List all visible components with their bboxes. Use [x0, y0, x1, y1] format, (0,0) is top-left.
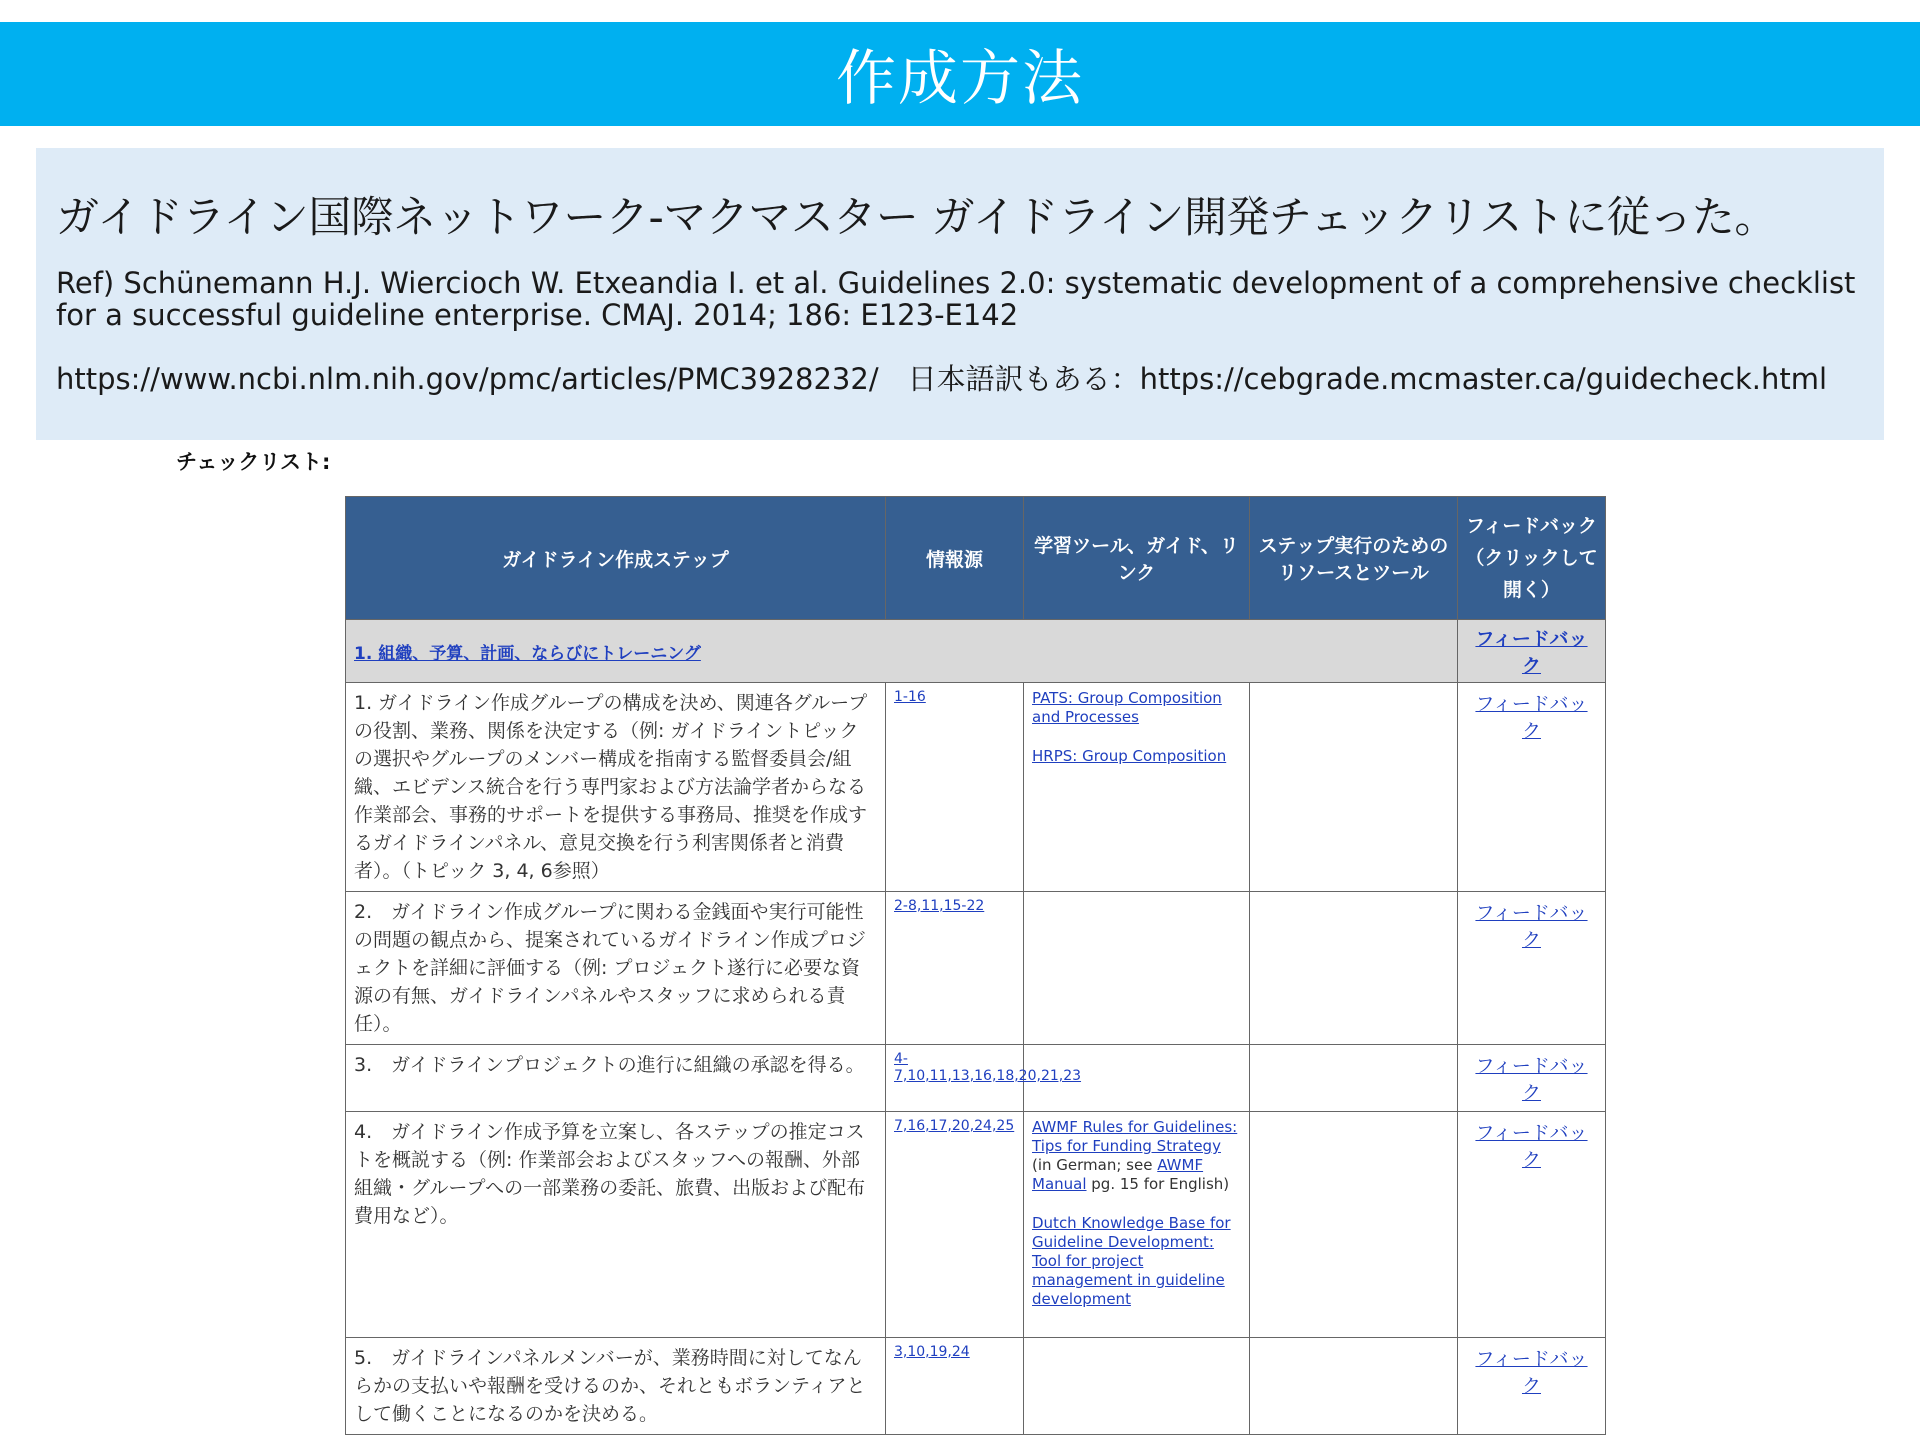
step-text: 1. ガイドライン作成グループの構成を決め、関連各グループの役割、業務、関係を決定する（例: ガイドライントピックの選択やグループのメンバー構成を指南する監督委員会/組織、エビデンス統合を行う専門家および方法論学者からなる作業部会、事務的サポートを提供する事務局、推奨を作成するガイドラインパネル、意見交換を行う利害関係者と消費者）。（トピック 3, 4, 6参照） [346, 683, 886, 892]
sources-cell [886, 892, 1024, 1045]
reference-box [36, 148, 1884, 440]
header-tools: 学習ツール、ガイド、リンク [1024, 497, 1250, 620]
sources-link[interactable]: 1-16 [894, 689, 926, 705]
sources-link[interactable]: 2-8,11,15-22 [894, 898, 985, 914]
feedback-cell [1458, 1112, 1606, 1338]
checklist-table [345, 496, 1606, 1435]
tools-cell [1024, 1338, 1250, 1435]
sources-link[interactable]: 7,16,17,20,24,25 [894, 1118, 1015, 1134]
slide-title: 作成方法 [836, 44, 1084, 114]
step-text: 2. ガイドライン作成グループに関わる金銭面や実行可能性の問題の観点から、提案されているガイドライン作成プロジェクトを詳細に評価する（例: プロジェクト遂行に必要な資源の有無、ガイドラインパネルやスタッフに求められる責任）。 [346, 892, 886, 1045]
tool-note: (in German; see [1032, 1156, 1158, 1174]
section-title-link[interactable]: 1. 組織、予算、計画、ならびにトレーニング [354, 643, 701, 664]
feedback-cell [1458, 892, 1606, 1045]
section-feedback-cell [1458, 620, 1606, 683]
tools-cell [1024, 892, 1250, 1045]
tool-link[interactable]: Dutch Knowledge Base for Guideline Development: Tool for project management in guideline development [1032, 1214, 1231, 1308]
table-row [346, 1112, 1606, 1338]
tools-cell [1024, 683, 1250, 892]
section-feedback-link[interactable]: フィードバック [1475, 628, 1588, 677]
table-row [346, 892, 1606, 1045]
feedback-link[interactable]: フィードバック [1475, 1055, 1588, 1104]
sources-link[interactable]: 4-7,10,11,13,16,18,20,21,23 [894, 1051, 1082, 1084]
table-row [346, 1045, 1606, 1112]
step-text: 5. ガイドラインパネルメンバーが、業務時間に対してなんらかの支払いや報酬を受けるのか、それともボランティアとして働くことになるのかを決める。 [346, 1338, 886, 1435]
resources-cell [1250, 892, 1458, 1045]
resources-cell [1250, 683, 1458, 892]
feedback-link[interactable]: フィードバック [1475, 1348, 1588, 1397]
header-sources: 情報源 [886, 497, 1024, 620]
header-feedback-line2: （クリックして開く） [1465, 547, 1598, 601]
resources-cell [1250, 1112, 1458, 1338]
step-text: 4. ガイドライン作成予算を立案し、各ステップの推定コストを概説する（例: 作業部会およびスタッフへの報酬、外部組織・グループへの一部業務の委託、旅費、出版および配布費用など）。 [346, 1112, 886, 1338]
section-row [346, 620, 1606, 683]
tool-link[interactable]: HRPS: Group Composition [1032, 747, 1227, 765]
tool-link[interactable]: AWMF Rules for Guidelines: Tips for Funding Strategy [1032, 1118, 1238, 1155]
sources-cell [886, 1045, 1082, 1112]
tool-link[interactable]: PATS: Group Composition and Processes [1032, 689, 1222, 726]
feedback-cell [1458, 683, 1606, 892]
header-resources: ステップ実行のためのリソースとツール [1250, 497, 1458, 620]
sources-cell [886, 683, 1024, 892]
tool-link[interactable]: AWMF Manual [1032, 1156, 1204, 1193]
tools-cell [1024, 1112, 1250, 1338]
table-header-row [346, 497, 1606, 620]
feedback-link[interactable]: フィードバック [1475, 902, 1588, 951]
feedback-link[interactable]: フィードバック [1475, 1122, 1588, 1171]
tool-note: pg. 15 for English) [1086, 1175, 1230, 1193]
resources-cell [1250, 1338, 1458, 1435]
title-bar [0, 22, 1920, 126]
resources-cell [1250, 1045, 1458, 1112]
sources-link[interactable]: 3,10,19,24 [894, 1344, 970, 1360]
step-text: 3. ガイドラインプロジェクトの進行に組織の承認を得る。 [346, 1045, 886, 1112]
reference-urls: https://www.ncbi.nlm.nih.gov/pmc/articles/PMC3928232/ 日本語訳もある：https://cebgrade.mcmaster.ca/guidecheck.html [56, 362, 1828, 396]
header-feedback-line1: フィードバック [1465, 515, 1598, 537]
feedback-cell [1458, 1338, 1606, 1435]
header-step: ガイドライン作成ステップ [346, 497, 886, 620]
reference-heading: ガイドライン国際ネットワーク-マクマスター ガイドライン開発チェックリストに従った。 [56, 193, 1777, 243]
checklist-label: チェックリスト: [176, 450, 331, 474]
feedback-link[interactable]: フィードバック [1475, 693, 1588, 742]
feedback-cell [1458, 1045, 1606, 1112]
section-title-cell [346, 620, 1458, 683]
sources-cell [886, 1112, 1024, 1338]
table-row [346, 1338, 1606, 1435]
header-feedback [1458, 497, 1606, 620]
sources-cell [886, 1338, 1024, 1435]
table-row [346, 683, 1606, 892]
reference-citation: Ref) Schünemann H.J. Wiercioch W. Etxeandia I. et al. Guidelines 2.0: systematic development of a comprehensive checklist for a successful guideline enterprise. CMAJ. 2014; 186: E123-E142 [56, 266, 1856, 332]
